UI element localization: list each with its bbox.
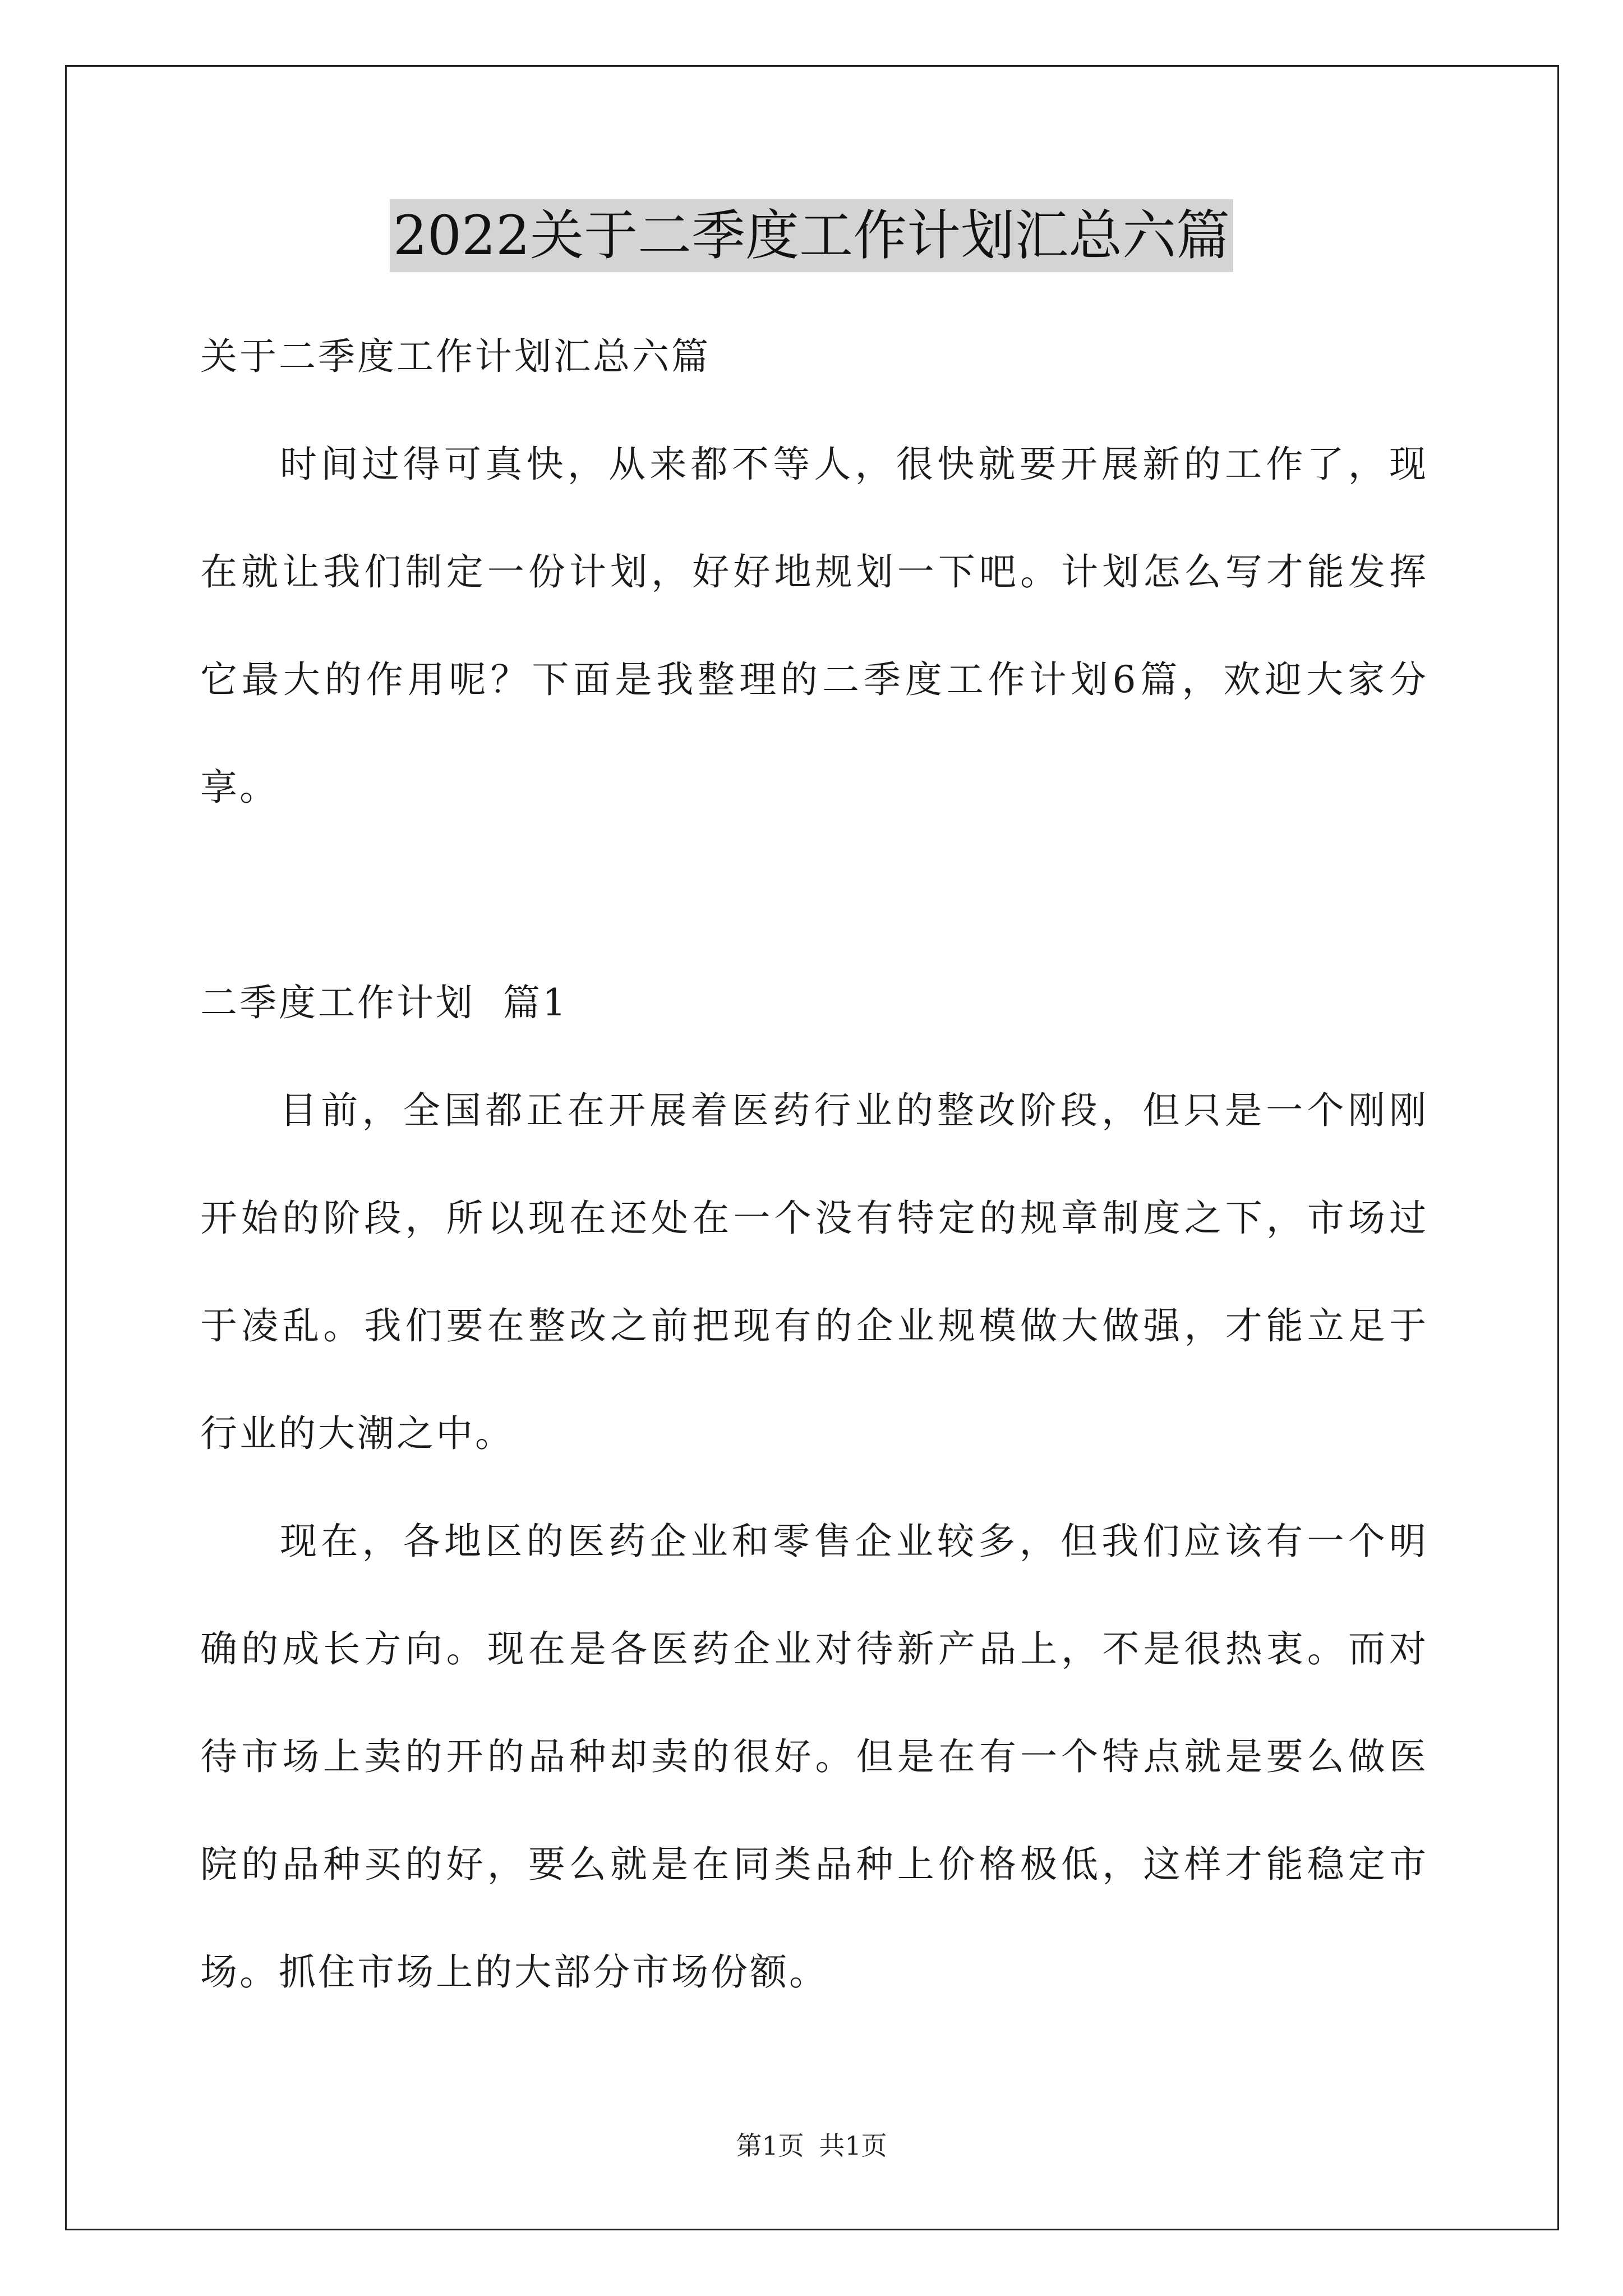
intro-line: 享。 <box>200 766 279 809</box>
paragraph-line: 目前，全国都正在开展着医药行业的整改阶段，但只是一个刚刚 <box>280 1089 1428 1132</box>
intro-line: 它最大的作用呢？下面是我整理的二季度工作计划6篇，欢迎大家分 <box>200 658 1428 701</box>
page-total: 共1页 <box>819 2131 887 2161</box>
intro-line: 时间过得可真快，从来都不等人，很快就要开展新的工作了，现 <box>280 443 1428 486</box>
paragraph-line: 现在，各地区的医药企业和零售企业较多，但我们应该有一个明 <box>280 1520 1428 1563</box>
page-footer <box>0 2129 1623 2162</box>
document-title: 2022关于二季度工作计划汇总六篇 <box>390 199 1233 272</box>
paragraph-line: 待市场上卖的开的品种却卖的很好。但是在有一个特点就是要么做医 <box>200 1735 1428 1778</box>
title-wrap <box>0 199 1623 272</box>
subtitle: 关于二季度工作计划汇总六篇 <box>200 335 711 378</box>
intro-line: 在就让我们制定一份计划，好好地规划一下吧。计划怎么写才能发挥 <box>200 550 1428 593</box>
paragraph-line: 于凌乱。我们要在整改之前把现有的企业规模做大做强，才能立足于 <box>200 1304 1428 1347</box>
intro-paragraph <box>200 411 1428 841</box>
paragraph-line: 开始的阶段，所以现在还处在一个没有特定的规章制度之下，市场过 <box>200 1197 1428 1240</box>
paragraph-line: 场。抓住市场上的大部分市场份额。 <box>200 1950 828 1994</box>
paragraph-line: 院的品种买的好，要么就是在同类品种上价格极低，这样才能稳定市 <box>200 1843 1428 1886</box>
section1-paragraph-2 <box>200 1488 1428 2026</box>
paragraph-line: 确的成长方向。现在是各医药企业对待新产品上，不是很热衷。而对 <box>200 1627 1428 1671</box>
section-heading: 二季度工作计划 篇1 <box>200 981 568 1024</box>
blank-line <box>200 841 1428 949</box>
document-body <box>200 303 1428 2026</box>
page-number: 第1页 <box>736 2131 804 2161</box>
section1-paragraph-1 <box>200 1057 1428 1488</box>
paragraph-line: 行业的大潮之中。 <box>200 1412 514 1455</box>
